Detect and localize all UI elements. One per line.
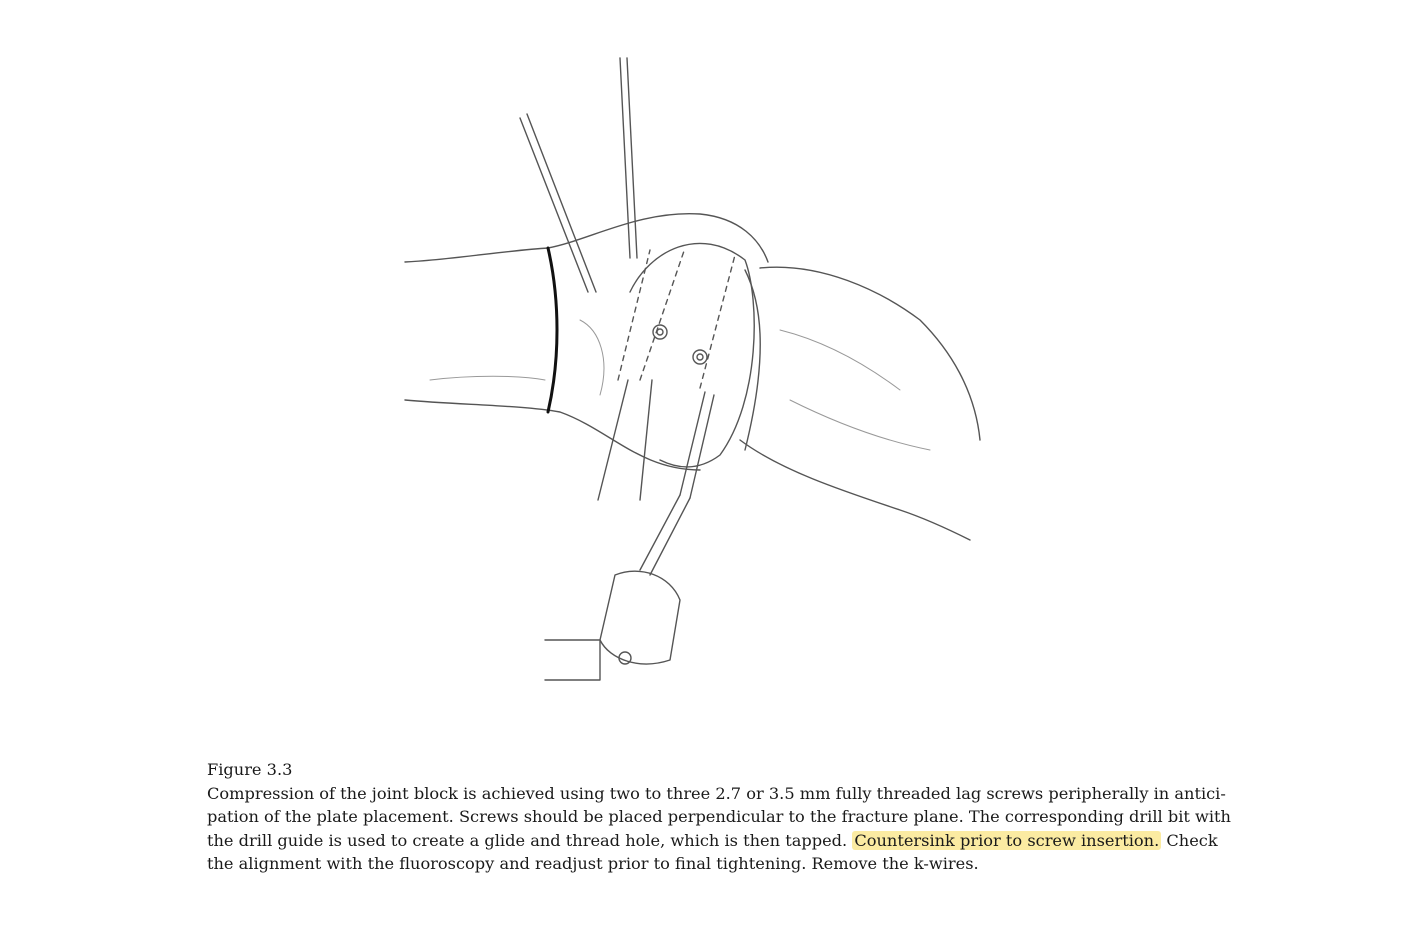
bone-outline [405,214,768,470]
shading [430,320,930,450]
caption-line-3-tail: Check [1161,830,1218,850]
caption-line-4: the alignment with the fluoroscopy and readjust prior to final tightening. Remove the k-wires. [207,854,979,873]
figure-caption [207,758,1231,876]
caption-line-3-text: the drill guide is used to create a glide and thread hole, which is then tapped. [207,830,848,850]
surgical-illustration [380,50,1000,690]
foot-outline [740,267,980,540]
screw-heads [653,325,707,364]
k-wire-right [620,58,637,258]
drill [545,495,690,680]
caption-line-2: pation of the plate placement. Screws should be placed perpendicular to the fracture plane. The corresponding drill bit with [207,807,1231,826]
drill-guide [598,380,714,500]
figure-label: Figure 3.3 [207,760,293,779]
k-wire-left [520,114,596,292]
highlighted-text: Countersink prior to screw insertion. [854,830,1160,850]
caption-line-1: Compression of the joint block is achieved using two to three 2.7 or 3.5 mm fully threaded lag screws peripherally in antici- [207,783,1226,803]
caption-line-3 [207,829,1218,853]
screw-paths [618,248,735,388]
